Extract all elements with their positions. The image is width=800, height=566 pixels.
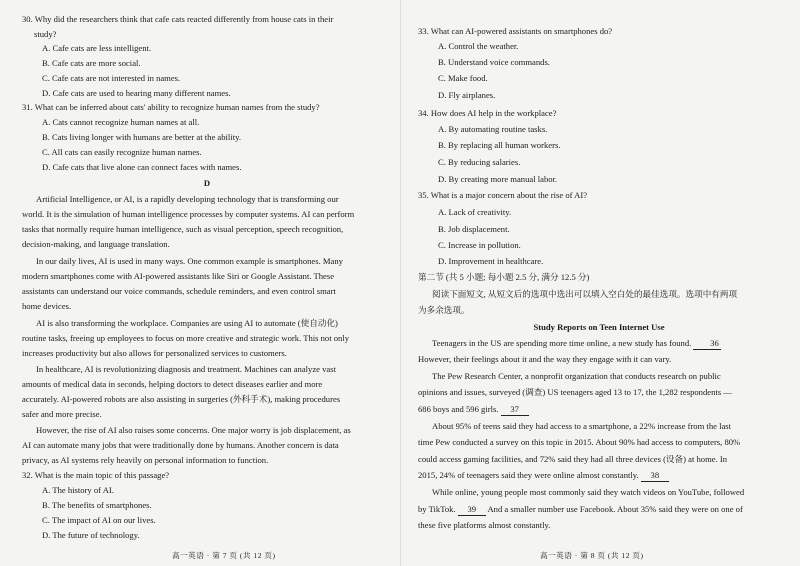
article-title: Study Reports on Teen Internet Use: [533, 322, 665, 332]
page-fold: [400, 0, 401, 566]
section2-title: 第二节 (共 5 小题; 每小题 2.5 分, 满分 12.5 分): [418, 272, 590, 282]
q32-option-b[interactable]: B. The benefits of smartphones.: [42, 500, 152, 510]
article-line: About 95% of teens said they had access to a smartphone, a 22% increase from the last: [432, 421, 732, 431]
section2-instruction-cont: 为多余选项。: [418, 305, 470, 315]
q31-option-c[interactable]: C. All cats can easily recognize human names.: [42, 147, 202, 157]
passage-line: decision-making, and language translation.: [22, 239, 170, 249]
q34-option-a[interactable]: A. By automating routine tasks.: [438, 124, 548, 134]
q33-stem: 33. What can AI-powered assistants on smartphones do?: [418, 26, 613, 36]
article-line: time Pew conducted a survey on this topic in 2015. About 90% had access to computers, 80%: [418, 437, 741, 447]
q34-option-c[interactable]: C. By reducing salaries.: [438, 157, 521, 167]
article-line: While online, young people most commonly said they watch videos on YouTube, followed: [432, 487, 745, 497]
q30-option-c[interactable]: C. Cafe cats are not interested in names.: [42, 73, 181, 83]
article-line: [418, 404, 529, 416]
q32-option-d[interactable]: D. The future of technology.: [42, 530, 140, 540]
blank-36[interactable]: 36: [693, 338, 721, 350]
article-line: [418, 470, 669, 482]
passage-line: tasks that normally require human intelligence, such as visual perception, speech recognition,: [22, 224, 344, 234]
passage-line: However, the rise of AI also raises some concerns. One major worry is job displacement, as: [36, 425, 351, 435]
q30-stem: 30. Why did the researchers think that cafe cats reacted differently from house cats in their: [22, 14, 334, 24]
q31-option-b[interactable]: B. Cats living longer with humans are better at the ability.: [42, 132, 241, 142]
passage-line: AI is also transforming the workplace. Companies are using AI to automate (使自动化): [36, 318, 338, 328]
article-line: [418, 338, 721, 350]
passage-line: privacy, as AI systems rely heavily on personal information to function.: [22, 455, 269, 465]
q30-option-a[interactable]: A. Cafe cats are less intelligent.: [42, 43, 152, 53]
q35-stem: 35. What is a major concern about the rise of AI?: [418, 190, 588, 200]
passage-line: modern smartphones come with AI-powered assistants like Siri or Google Assistant. These: [22, 271, 335, 281]
passage-line: routine tasks, freeing up employees to focus on more creative and strategic work. This not only: [22, 333, 350, 343]
passage-line: Artificial Intelligence, or AI, is a rapidly developing technology that is transforming our: [36, 194, 339, 204]
article-line: The Pew Research Center, a nonprofit organization that conducts research on public: [432, 371, 721, 381]
section-letter: D: [203, 178, 211, 188]
blank-38[interactable]: 38: [641, 470, 669, 482]
q32-option-a[interactable]: A. The history of AI.: [42, 485, 114, 495]
passage-line: assistants can understand our voice commands, schedule reminders, and even control smart: [22, 286, 336, 296]
q34-option-b[interactable]: B. By replacing all human workers.: [438, 140, 561, 150]
passage-line: AI can automate many jobs that were traditionally done by humans. Another concern is data: [22, 440, 339, 450]
q34-option-d[interactable]: D. By creating more manual labor.: [438, 174, 558, 184]
article-text: 686 boys and 596 girls.: [418, 404, 499, 414]
q35-option-c[interactable]: C. Increase in pollution.: [438, 240, 521, 250]
q35-option-a[interactable]: A. Lack of creativity.: [438, 207, 512, 217]
q32-stem: 32. What is the main topic of this passage?: [22, 470, 170, 480]
article-text: Teenagers in the US are spending more time online, a new study has found.: [432, 338, 692, 348]
passage-line: accurately. AI-powered robots are also assisting in surgeries (外科手术), making procedures: [22, 394, 341, 404]
passage-line: In our daily lives, AI is used in many ways. One common example is smartphones. Many: [36, 256, 343, 266]
passage-line: In healthcare, AI is revolutionizing diagnosis and treatment. Machines can analyze vast: [36, 364, 336, 374]
article-text: And a smaller number use Facebook. About 35% said they were on one of: [487, 504, 743, 514]
q31-option-a[interactable]: A. Cats cannot recognize human names at all.: [42, 117, 200, 127]
passage-line: safer and more precise.: [22, 409, 102, 419]
article-line: However, their feelings about it and the way they engage with it can vary.: [418, 354, 672, 364]
q31-option-d[interactable]: D. Cafe cats that live alone can connect faces with names.: [42, 162, 242, 172]
passage-line: world. It is the simulation of human intelligence processes by computer systems. AI can perform: [22, 209, 355, 219]
q33-option-a[interactable]: A. Control the weather.: [438, 41, 519, 51]
page-footer-right: 高一英语 · 第 8 页 (共 12 页): [540, 551, 644, 560]
q35-option-b[interactable]: B. Job displacement.: [438, 224, 510, 234]
article-line: opinions and issues, surveyed (调查) US teenagers aged 13 to 17, the 1,282 respondents —: [418, 387, 732, 397]
q35-option-d[interactable]: D. Improvement in healthcare.: [438, 256, 544, 266]
article-line: these five platforms almost constantly.: [418, 520, 551, 530]
passage-line: increases productivity but also allows for personalized services to customers.: [22, 348, 287, 358]
article-line: could access gaming facilities, and 72% said they had all three devices (设备) at home. In: [418, 454, 728, 464]
q33-option-c[interactable]: C. Make food.: [438, 73, 488, 83]
article-text: by TikTok.: [418, 504, 456, 514]
passage-line: home devices.: [22, 301, 72, 311]
q30-option-b[interactable]: B. Cafe cats are more social.: [42, 58, 141, 68]
article-line: [418, 504, 743, 516]
passage-line: amounts of medical data in seconds, helping doctors to detect diseases earlier and more: [22, 379, 323, 389]
q33-option-d[interactable]: D. Fly airplanes.: [438, 90, 496, 100]
blank-39[interactable]: 39: [458, 504, 486, 516]
article-text: 2015, 24% of teenagers said they were online almost constantly.: [418, 470, 639, 480]
blank-37[interactable]: 37: [501, 404, 529, 416]
q31-stem: 31. What can be inferred about cats' ability to recognize human names from the study?: [22, 102, 320, 112]
q33-option-b[interactable]: B. Understand voice commands.: [438, 57, 550, 67]
section2-instruction: 阅读下面短文, 从短文后的选项中选出可以填入空白处的最佳选项。选项中有两项: [432, 289, 738, 299]
q34-stem: 34. How does AI help in the workplace?: [418, 108, 557, 118]
q30-stem-cont: study?: [34, 29, 57, 39]
q30-option-d[interactable]: D. Cafe cats are used to hearing many different names.: [42, 88, 231, 98]
page-footer-left: 高一英语 · 第 7 页 (共 12 页): [172, 551, 276, 560]
q32-option-c[interactable]: C. The impact of AI on our lives.: [42, 515, 156, 525]
